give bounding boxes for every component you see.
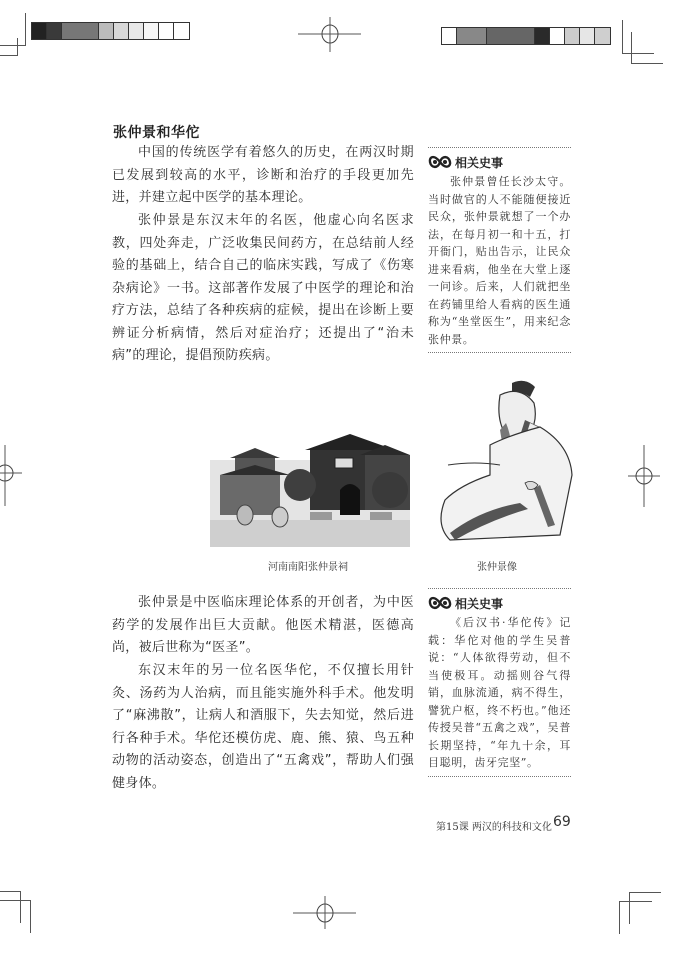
- color-swatch: [565, 28, 580, 44]
- color-swatch: [159, 23, 174, 39]
- registration-mark-icon: [626, 440, 666, 510]
- color-swatch: [487, 28, 535, 44]
- crop-mark: [619, 901, 620, 934]
- sidebox-body: 张仲景曾任长沙太守。当时做官的人不能随便接近民众，张仲景就想了一个办法，在每月初一和十五，打开衙门，贴出告示，让民众进来看病，他坐在大堂上逐一问诊。后来，人们就把坐在药铺里给人看病的医生通称为“坐堂医生”，用来纪念张仲景。: [428, 175, 571, 346]
- crop-mark: [0, 55, 18, 56]
- paragraph-medical-sage: 张仲景是中医临床理论体系的开创者，为中医药学的发展作出巨大贡献。他医术精湛，医德高尚，被后世称为“医圣”。: [112, 595, 414, 655]
- swirl-logo-icon: [428, 152, 452, 172]
- page-number: 69: [553, 814, 571, 830]
- crop-mark: [25, 13, 26, 45]
- registration-mark-icon: [290, 895, 360, 935]
- color-swatch: [99, 23, 114, 39]
- crop-mark: [631, 32, 632, 63]
- crop-mark: [631, 63, 663, 64]
- crop-mark: [20, 891, 21, 923]
- color-swatch: [535, 28, 550, 44]
- sidebox-title: 相关史事: [455, 596, 504, 611]
- sidebox-body: 《后汉书·华佗传》记载：华佗对他的学生吴普说：“人体欲得劳动，但不当使极耳。动摇则谷气得销，血脉流通，病不得生，譬犹户枢，终不朽也。”他还传授吴普“五禽之戏”，吴普长期坚持，“年九十余，耳目聪明，齿牙完坚”。: [428, 616, 571, 769]
- color-swatch: [580, 28, 595, 44]
- color-swatch: [174, 23, 189, 39]
- registration-mark-icon: [0, 440, 30, 510]
- crop-mark: [0, 45, 26, 46]
- color-swatch: [32, 23, 47, 39]
- section-heading: 张仲景和华佗: [113, 125, 200, 141]
- crop-mark: [30, 900, 31, 933]
- paragraph-intro: 中国的传统医学有着悠久的历史，在两汉时期已发展到较高的水平，诊断和治疗的手段更加先进，并建立起中医学的基本理论。: [112, 145, 414, 205]
- crop-mark: [0, 900, 30, 901]
- swirl-logo-icon: [428, 593, 452, 613]
- right-color-calibration-bar: [441, 27, 611, 45]
- color-swatch: [457, 28, 487, 44]
- paragraph-hua-tuo: 东汉末年的另一位名医华佗，不仅擅长用针灸、汤药为人治病，而且能实施外科手术。他发明了“麻沸散”，让病人和酒服下，失去知觉，然后进行各种手术。华佗还模仿虎、鹿、熊、猿、鸟五种动物的活动姿态，创造出了“五禽戏”，帮助人们强健身体。: [112, 663, 414, 791]
- color-swatch: [144, 23, 159, 39]
- color-swatch: [62, 23, 99, 39]
- portrait-caption: 张仲景像: [477, 562, 517, 573]
- color-swatch: [114, 23, 129, 39]
- zhang-zhongjing-portrait: [430, 375, 575, 547]
- crop-mark: [0, 891, 20, 892]
- paragraph-zhang-zhongjing: 张仲景是东汉末年的名医，他虚心向名医求教，四处奔走，广泛收集民间药方，在总结前人经验的基础上，结合自己的临床实践，写成了《伤寒杂病论》一书。这部著作发展了中医学的理论和治疗方法，总结了各种疾病的症候，提出在诊断上要辨证分析病情，然后对症治疗；还提出了“治未病”的理论，提倡预防疾病。: [112, 213, 414, 363]
- color-swatch: [129, 23, 144, 39]
- crop-mark: [622, 53, 654, 54]
- chapter-footer: 第15课 两汉的科技和文化: [436, 822, 552, 833]
- color-swatch: [442, 28, 457, 44]
- crop-mark: [629, 892, 661, 893]
- crop-mark: [622, 20, 623, 53]
- crop-mark: [619, 901, 652, 902]
- related-history-box-2: [428, 588, 571, 777]
- left-color-calibration-bar: [31, 22, 190, 40]
- crop-mark: [629, 892, 630, 924]
- temple-photo-caption: 河南南阳张仲景祠: [268, 562, 348, 573]
- temple-photo: [210, 420, 410, 547]
- registration-mark-icon: [295, 15, 365, 55]
- color-swatch: [595, 28, 610, 44]
- sidebox-title: 相关史事: [455, 155, 504, 170]
- color-swatch: [47, 23, 62, 39]
- color-swatch: [550, 28, 565, 44]
- related-history-box-1: [428, 147, 571, 353]
- crop-mark: [17, 38, 18, 56]
